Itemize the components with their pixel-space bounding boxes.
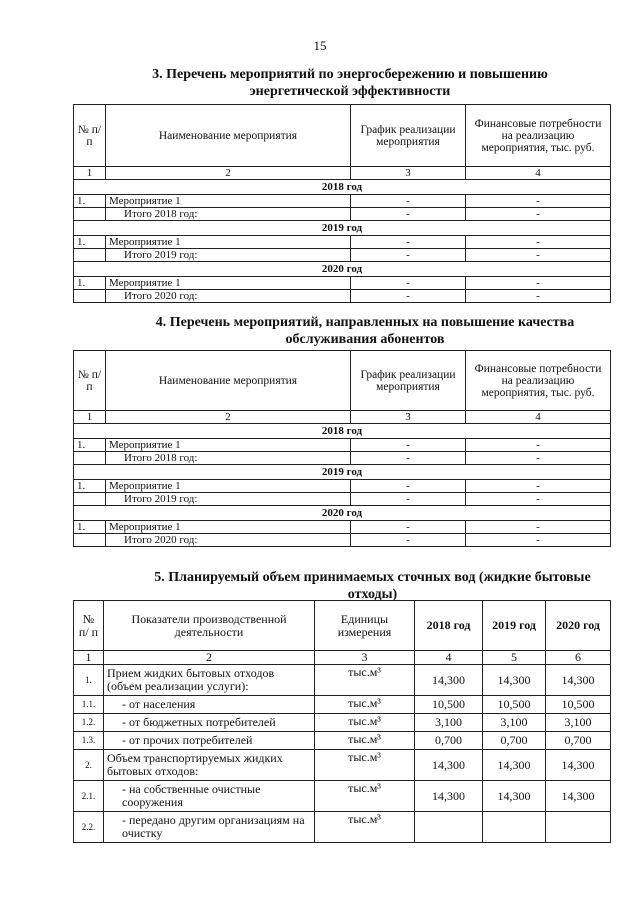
item-num: 1.	[74, 277, 106, 290]
item-schedule: -	[351, 195, 466, 208]
row-value-2018: 10,500	[415, 696, 483, 714]
row-unit: тыс.м³	[315, 781, 415, 812]
row-value-2018: 14,300	[415, 781, 483, 812]
row-unit: тыс.м³	[315, 665, 415, 696]
item-finance: -	[466, 277, 611, 290]
header-name: Наименование мероприятия	[106, 105, 351, 167]
row-num: 1.2.	[74, 714, 104, 732]
row-unit: тыс.м³	[315, 750, 415, 781]
row-name: - от бюджетных потребителей	[104, 714, 315, 732]
row-unit: тыс.м³	[315, 714, 415, 732]
section-4-title-line2: обслуживания абонентов	[285, 332, 445, 347]
row-value-2018: 3,100	[415, 714, 483, 732]
row-value-2020: 14,300	[546, 750, 611, 781]
total-schedule: -	[351, 452, 466, 465]
item-num: 1.	[74, 236, 106, 249]
year-heading: 2020 год	[74, 506, 611, 521]
item-num: 1.	[74, 439, 106, 452]
section-3-title-line2: энергетической эффективности	[249, 84, 451, 99]
col-number: 4	[466, 411, 611, 424]
col-number: 2	[106, 411, 351, 424]
row-value-2019	[483, 812, 546, 843]
total-finance: -	[466, 452, 611, 465]
total-finance: -	[466, 208, 611, 221]
col-number: 1	[74, 167, 106, 180]
row-name: - на собственные очистные сооружения	[104, 781, 315, 812]
section-4-table	[73, 350, 611, 547]
col-number: 3	[315, 651, 415, 665]
header-2020: 2020 год	[546, 601, 611, 651]
total-finance: -	[466, 290, 611, 303]
row-name: - от прочих потребителей	[104, 732, 315, 750]
row-unit: тыс.м³	[315, 732, 415, 750]
row-value-2020	[546, 812, 611, 843]
table-row	[74, 714, 611, 732]
item-finance: -	[466, 521, 611, 534]
total-label: Итого 2019 год:	[106, 249, 351, 262]
row-value-2020: 14,300	[546, 781, 611, 812]
col-number: 4	[415, 651, 483, 665]
item-finance: -	[466, 195, 611, 208]
total-schedule: -	[351, 208, 466, 221]
row-value-2019: 0,700	[483, 732, 546, 750]
row-value-2019: 14,300	[483, 781, 546, 812]
item-name: Мероприятие 1	[106, 480, 351, 493]
total-schedule: -	[351, 249, 466, 262]
header-num: № п/п	[74, 105, 106, 167]
header-units: Единицы измерения	[315, 601, 415, 651]
year-heading: 2018 год	[74, 424, 611, 439]
col-number: 3	[351, 167, 466, 180]
year-heading: 2020 год	[74, 262, 611, 277]
item-finance: -	[466, 480, 611, 493]
col-number: 5	[483, 651, 546, 665]
year-heading: 2019 год	[74, 221, 611, 236]
total-schedule: -	[351, 493, 466, 506]
total-label: Итого 2018 год:	[106, 452, 351, 465]
item-finance: -	[466, 439, 611, 452]
row-value-2018: 14,300	[415, 665, 483, 696]
row-name: Прием жидких бытовых отходов (объем реализации услуги):	[104, 665, 315, 696]
item-finance: -	[466, 236, 611, 249]
col-number: 1	[74, 411, 106, 424]
header-2018: 2018 год	[415, 601, 483, 651]
row-value-2020: 0,700	[546, 732, 611, 750]
header-finance: Финансовые потребности на реализацию мероприятия, тыс. руб.	[466, 105, 611, 167]
table-row	[74, 665, 611, 696]
section-3-title	[70, 66, 630, 100]
section-5-title-line1: 5. Планируемый объем принимаемых сточных вод (жидкие бытовые	[154, 570, 591, 585]
year-heading: 2019 год	[74, 465, 611, 480]
row-value-2018: 0,700	[415, 732, 483, 750]
col-number: 1	[74, 651, 104, 665]
row-value-2020: 3,100	[546, 714, 611, 732]
item-schedule: -	[351, 480, 466, 493]
item-num: 1.	[74, 480, 106, 493]
item-name: Мероприятие 1	[106, 236, 351, 249]
table-row	[74, 696, 611, 714]
section-5-table	[73, 600, 611, 843]
row-value-2018	[415, 812, 483, 843]
row-num: 1.3.	[74, 732, 104, 750]
item-num: 1.	[74, 195, 106, 208]
col-number: 2	[104, 651, 315, 665]
row-num: 1.1.	[74, 696, 104, 714]
item-schedule: -	[351, 439, 466, 452]
header-num: № п/п	[74, 351, 106, 411]
table-row	[74, 812, 611, 843]
year-heading: 2018 год	[74, 180, 611, 195]
col-number: 2	[106, 167, 351, 180]
table-row	[74, 732, 611, 750]
row-name: - от населения	[104, 696, 315, 714]
header-num: № п/ п	[74, 601, 104, 651]
table-row	[74, 750, 611, 781]
section-4-title-line1: 4. Перечень мероприятий, направленных на повышение качества	[155, 315, 575, 330]
col-number: 4	[466, 167, 611, 180]
item-name: Мероприятие 1	[106, 277, 351, 290]
table-row	[74, 781, 611, 812]
section-5-title-line2: отходы)	[347, 587, 398, 602]
row-value-2019: 10,500	[483, 696, 546, 714]
row-value-2020: 10,500	[546, 696, 611, 714]
item-num: 1.	[74, 521, 106, 534]
row-unit: тыс.м³	[315, 812, 415, 843]
total-finance: -	[466, 534, 611, 547]
header-name: Наименование мероприятия	[106, 351, 351, 411]
row-value-2019: 14,300	[483, 665, 546, 696]
total-label: Итого 2020 год:	[106, 290, 351, 303]
header-schedule: График реализации мероприятия	[351, 105, 466, 167]
page-number: 15	[313, 38, 327, 53]
row-value-2020: 14,300	[546, 665, 611, 696]
total-finance: -	[466, 249, 611, 262]
header-finance: Финансовые потребности на реализацию мероприятия, тыс. руб.	[466, 351, 611, 411]
section-3-title-line1: 3. Перечень мероприятий по энергосбережению и повышению	[152, 67, 548, 82]
row-value-2018: 14,300	[415, 750, 483, 781]
section-5-title	[110, 569, 635, 603]
total-finance: -	[466, 493, 611, 506]
total-label: Итого 2020 год:	[106, 534, 351, 547]
row-unit: тыс.м³	[315, 696, 415, 714]
col-number: 3	[351, 411, 466, 424]
row-num: 2.2.	[74, 812, 104, 843]
item-name: Мероприятие 1	[106, 521, 351, 534]
header-2019: 2019 год	[483, 601, 546, 651]
row-num: 2.	[74, 750, 104, 781]
header-indicator: Показатели производственной деятельности	[104, 601, 315, 651]
row-name: Объем транспортируемых жидких бытовых отходов:	[104, 750, 315, 781]
item-schedule: -	[351, 277, 466, 290]
item-name: Мероприятие 1	[106, 439, 351, 452]
total-label: Итого 2018 год:	[106, 208, 351, 221]
col-number: 6	[546, 651, 611, 665]
item-name: Мероприятие 1	[106, 195, 351, 208]
section-3-table	[73, 104, 611, 303]
total-schedule: -	[351, 290, 466, 303]
row-value-2019: 14,300	[483, 750, 546, 781]
row-name: - передано другим организациям на очистку	[104, 812, 315, 843]
header-schedule: График реализации мероприятия	[351, 351, 466, 411]
row-num: 2.1.	[74, 781, 104, 812]
item-schedule: -	[351, 236, 466, 249]
total-label: Итого 2019 год:	[106, 493, 351, 506]
item-schedule: -	[351, 521, 466, 534]
total-schedule: -	[351, 534, 466, 547]
row-num: 1.	[74, 665, 104, 696]
row-value-2019: 3,100	[483, 714, 546, 732]
section-4-title	[100, 314, 630, 348]
